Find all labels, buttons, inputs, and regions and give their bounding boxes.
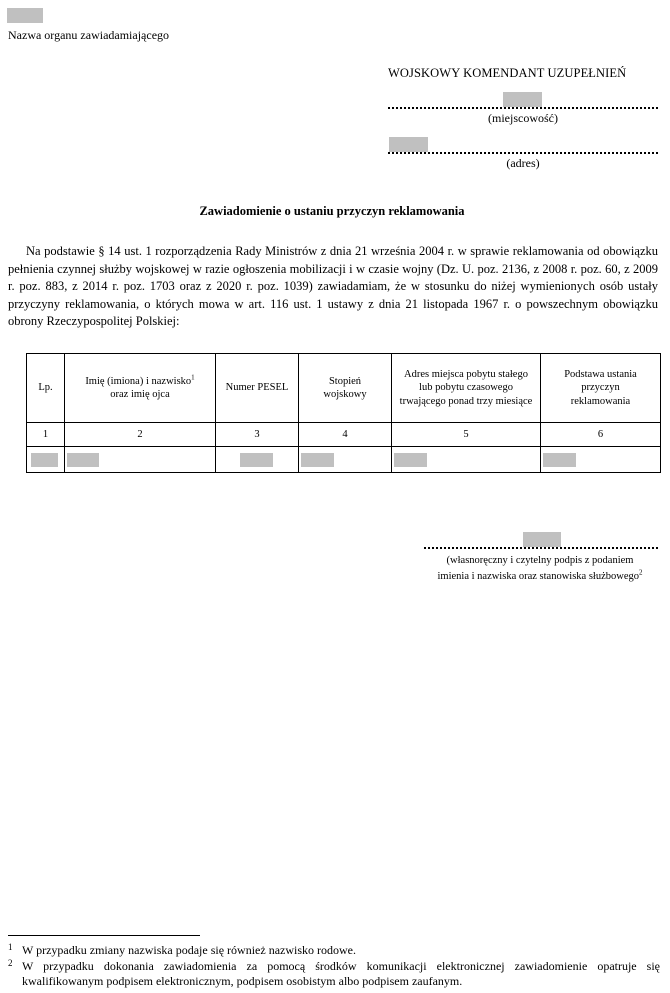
col-number-1: 1 <box>27 423 65 447</box>
footnote-ref-2: 2 <box>638 568 643 577</box>
header-basis-text: Podstawa ustania przyczyn reklamowania <box>564 368 637 407</box>
signature-caption <box>420 553 660 585</box>
document-title: Zawiadomienie o ustaniu przyczyn reklamowania <box>199 204 465 218</box>
footnote-1 <box>8 943 660 958</box>
intro-paragraph: Na podstawie § 14 ust. 1 rozporządzenia Rady Ministrów z dnia 21 września 2004 r. w sprawie reklamowania od obowiązku pełnienia czynnej służby wojskowej w razie ogłoszenia mobilizacji i w czasie wojny (Dz. U. poz. 2136, z 2008 r. poz. 60, z 2009 r. poz. 883, z 2014 r. poz. 1703 oraz z 2020 r. poz. 1039) zawiadamiam, że w stosunku do niżej wymienionych osób ustały przyczyny reklamowania, o których mowa w art. 116 ust. 1 ustawy z dnia 21 listopada 1967 r. o powszechnym obowiązku obrony Rzeczypospolitej Polskiej: <box>8 244 658 328</box>
header-basis <box>541 354 661 423</box>
place-placeholder <box>503 92 542 107</box>
col-number-6: 6 <box>541 423 661 447</box>
cell-basis <box>541 447 661 473</box>
header-lp <box>27 354 65 423</box>
sender-label: Nazwa organu zawiadamiającego <box>8 28 170 42</box>
header-rank <box>299 354 392 423</box>
recipient-title: WOJSKOWY KOMENDANT UZUPEŁNIEŃ <box>388 66 627 80</box>
cell-name <box>65 447 216 473</box>
header-pesel <box>216 354 299 423</box>
header-address <box>392 354 541 423</box>
cell-rank <box>299 447 392 473</box>
footnote-separator <box>8 935 200 936</box>
place-caption: (miejscowość) <box>488 111 558 125</box>
signature-dotted-line <box>424 547 658 549</box>
sender-name-placeholder <box>7 8 43 23</box>
cell-lp <box>27 447 65 473</box>
header-lp-text: Lp. <box>38 382 53 394</box>
pesel-placeholder <box>240 453 273 467</box>
footnote-1-mark: 1 <box>8 942 13 952</box>
footnote-ref-1: 1 <box>191 373 195 381</box>
address-caption: (adres) <box>506 156 540 170</box>
table-number-row <box>27 423 661 447</box>
header-name-line1: Imię (imiona) i nazwisko <box>85 375 192 387</box>
footnote-2 <box>8 959 660 989</box>
persons-table <box>26 353 661 473</box>
cell-address <box>392 447 541 473</box>
header-rank-text: Stopień wojskowy <box>323 375 367 400</box>
cell-pesel <box>216 447 299 473</box>
col-number-5: 5 <box>392 423 541 447</box>
address-cell-placeholder <box>394 453 427 467</box>
name-placeholder <box>67 453 99 467</box>
rank-placeholder <box>301 453 334 467</box>
footnote-2-mark: 2 <box>8 958 13 968</box>
lp-placeholder <box>31 453 58 467</box>
place-dotted-line <box>388 107 658 109</box>
basis-placeholder <box>543 453 576 467</box>
address-dotted-line <box>388 152 658 154</box>
signature-placeholder <box>523 532 561 547</box>
header-name <box>65 354 216 423</box>
footnote-1-text: W przypadku zmiany nazwiska podaje się również nazwisko rodowe. <box>22 943 357 957</box>
col-number-2: 2 <box>65 423 216 447</box>
signature-caption-line2: imienia i nazwiska oraz stanowiska służbowego <box>437 571 639 582</box>
header-name-line2: oraz imię ojca <box>110 389 170 400</box>
signature-caption-line1: (własnoręczny i czytelny podpis z podaniem <box>446 555 634 566</box>
header-address-text: Adres miejsca pobytu stałego lub pobytu czasowego trwającego ponad trzy miesiące <box>399 368 533 407</box>
table-header-row <box>27 354 661 423</box>
footnote-2-text: W przypadku dokonania zawiadomienia za pomocą środków komunikacji elektronicznej zawiadomienie opatruje się kwalifikowanym podpisem elektronicznym, podpisem osobistym albo podpisem zaufanym. <box>22 959 660 988</box>
table-row <box>27 447 661 473</box>
address-placeholder <box>389 137 428 152</box>
header-pesel-text: Numer PESEL <box>225 382 289 394</box>
col-number-4: 4 <box>299 423 392 447</box>
col-number-3: 3 <box>216 423 299 447</box>
